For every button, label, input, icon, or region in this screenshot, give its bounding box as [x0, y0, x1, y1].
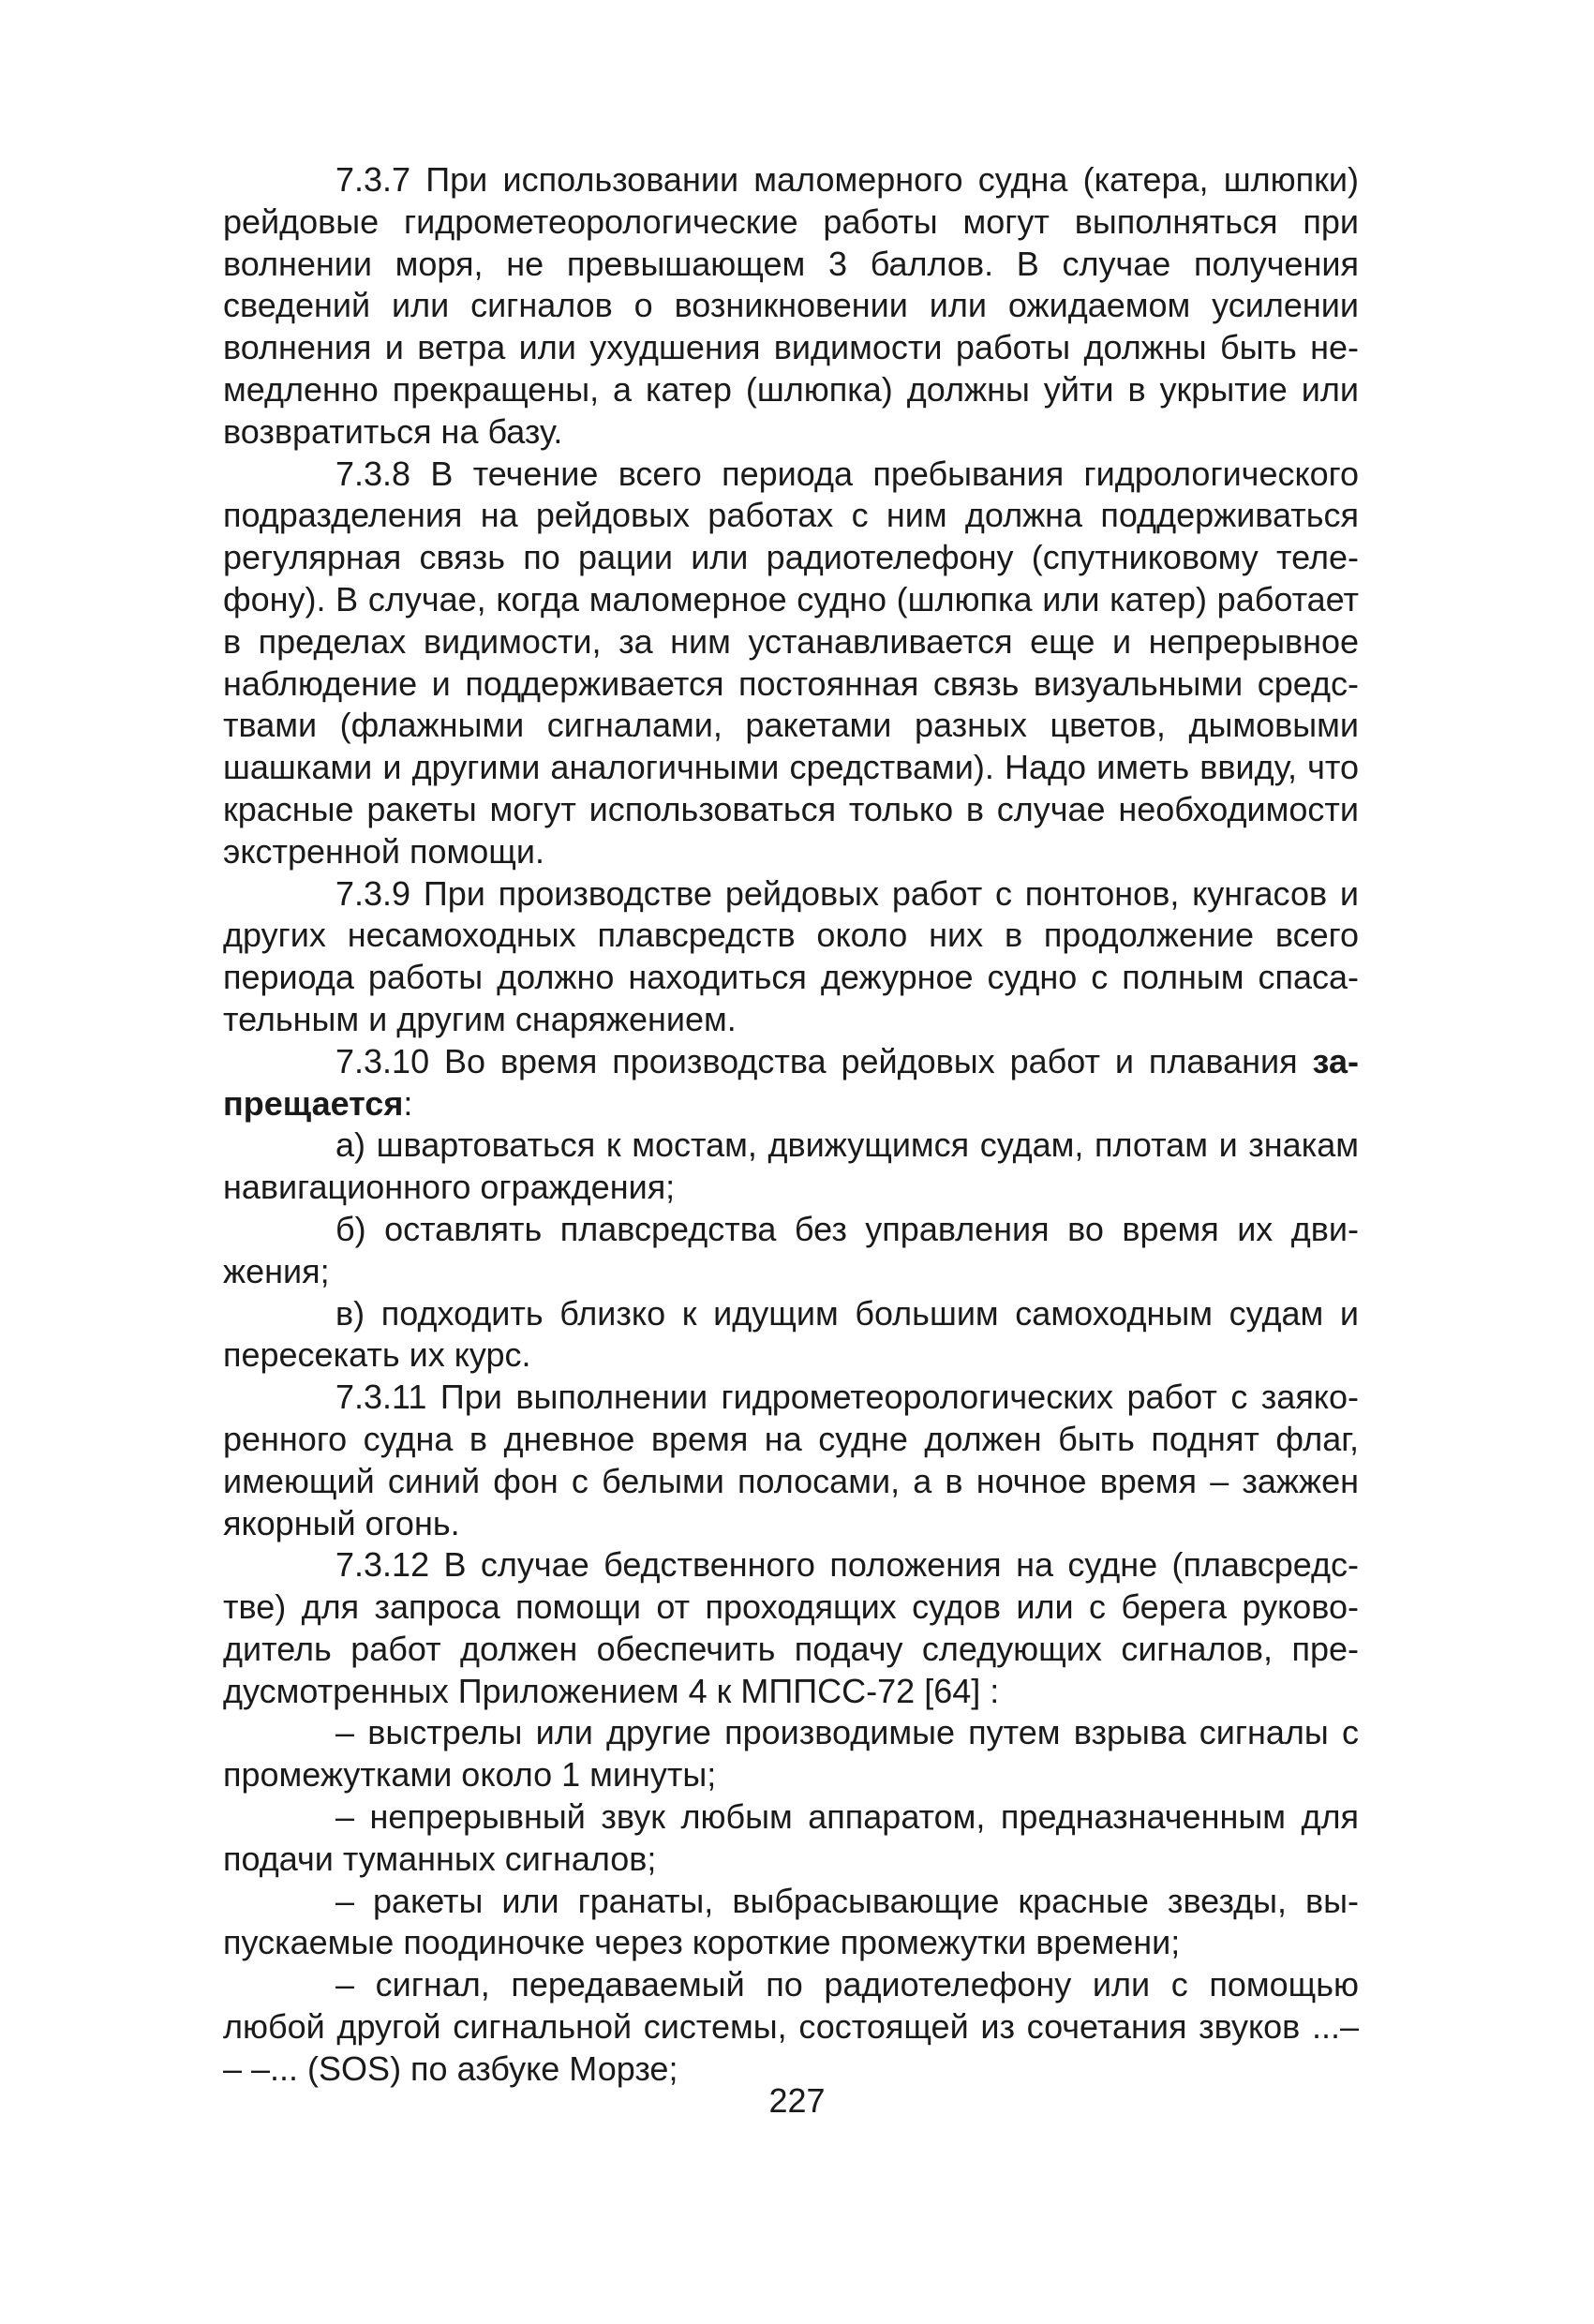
- list-item-a: а) швартоваться к мостам, движущимся судам, плотам и знакам навигационного ограждения;: [223, 1125, 1359, 1207]
- page-body: [223, 159, 1359, 2091]
- signal-item-rockets: – ракеты или гранаты, выбрасывающие красные звезды, выпускаемые поодиночке через короткие промежутки времени;: [223, 1881, 1359, 1962]
- signal-item-explosions: – выстрелы или другие производимые путем взрыва сигналы с промежутками около 1 минуты;: [223, 1713, 1359, 1795]
- list-item-v: в) подходить близко к идущим большим самоходным судам и пересекать их курс.: [223, 1293, 1359, 1375]
- signal-item-fog-sound: – непрерывный звук любым аппаратом, предназначенным для подачи туманных сигналов;: [223, 1797, 1359, 1878]
- paragraph-7-3-10: [223, 1041, 1359, 1125]
- paragraph-7-3-10-text: 7.3.10 Во время производства рейдовых работ и плавания: [335, 1041, 1313, 1080]
- paragraph-7-3-10-colon: :: [403, 1083, 413, 1123]
- prohibited-emphasis: запрещается: [223, 1041, 1359, 1123]
- paragraph-7-3-9: 7.3.9 При производстве рейдовых работ с понтонов, кунгасов и других несамоходных плавсредств около них в продолжение всего периода работы должно находиться дежурное судно с полным спасательным и другим снаряжением.: [223, 873, 1359, 1038]
- signal-item-sos: – сигнал, передаваемый по радиотелефону или с помощью любой другой сигнальной системы, состоящей из сочетания звуков ...– – –... (SOS) по азбуке Морзе;: [223, 1965, 1359, 2088]
- paragraph-7-3-12: 7.3.12 В случае бедственного положения на судне (плавсредстве) для запроса помощи от проходящих судов или с берега руководитель работ должен обеспечить подачу следующих сигналов, предусмотренных Приложением 4 к МППСС-72 [64] :: [223, 1545, 1359, 1710]
- list-item-b: б) оставлять плавсредства без управления во время их движения;: [223, 1209, 1359, 1290]
- paragraph-7-3-11: 7.3.11 При выполнении гидрометеорологических работ с заякоренного судна в дневное время на судне должен быть поднят флаг, имеющий синий фон с белыми полосами, а в ночное время – зажжен якорный огонь.: [223, 1378, 1359, 1542]
- page-number: 227: [768, 2081, 826, 2120]
- paragraph-7-3-7: 7.3.7 При использовании маломерного судна (катера, шлюпки) рейдовые гидрометеорологические работы могут выполняться при волнении моря, не превышающем 3 баллов. В случае получения сведений или сигналов о возникновении или ожидаемом усилении волнения и ветра или ухудшения видимости работы должны быть немедленно прекращены, а катер (шлюпка) должны уйти в укрытие или возвратиться на базу.: [223, 160, 1359, 451]
- paragraph-7-3-8: 7.3.8 В течение всего периода пребывания гидрологического подразделения на рейдовых работах с ним должна поддерживаться регулярная связь по рации или радиотелефону (спутниковому телефону). В случае, когда маломерное судно (шлюпка или катер) работает в пределах видимости, за ним устанавливается еще и непрерывное наблюдение и поддерживается постоянная связь визуальными средствами (флажными сигналами, ракетами разных цветов, дымовыми шашками и другими аналогичными средствами). Надо иметь ввиду, что красные ракеты могут использоваться только в случае необходимости экстренной помощи.: [223, 454, 1359, 871]
